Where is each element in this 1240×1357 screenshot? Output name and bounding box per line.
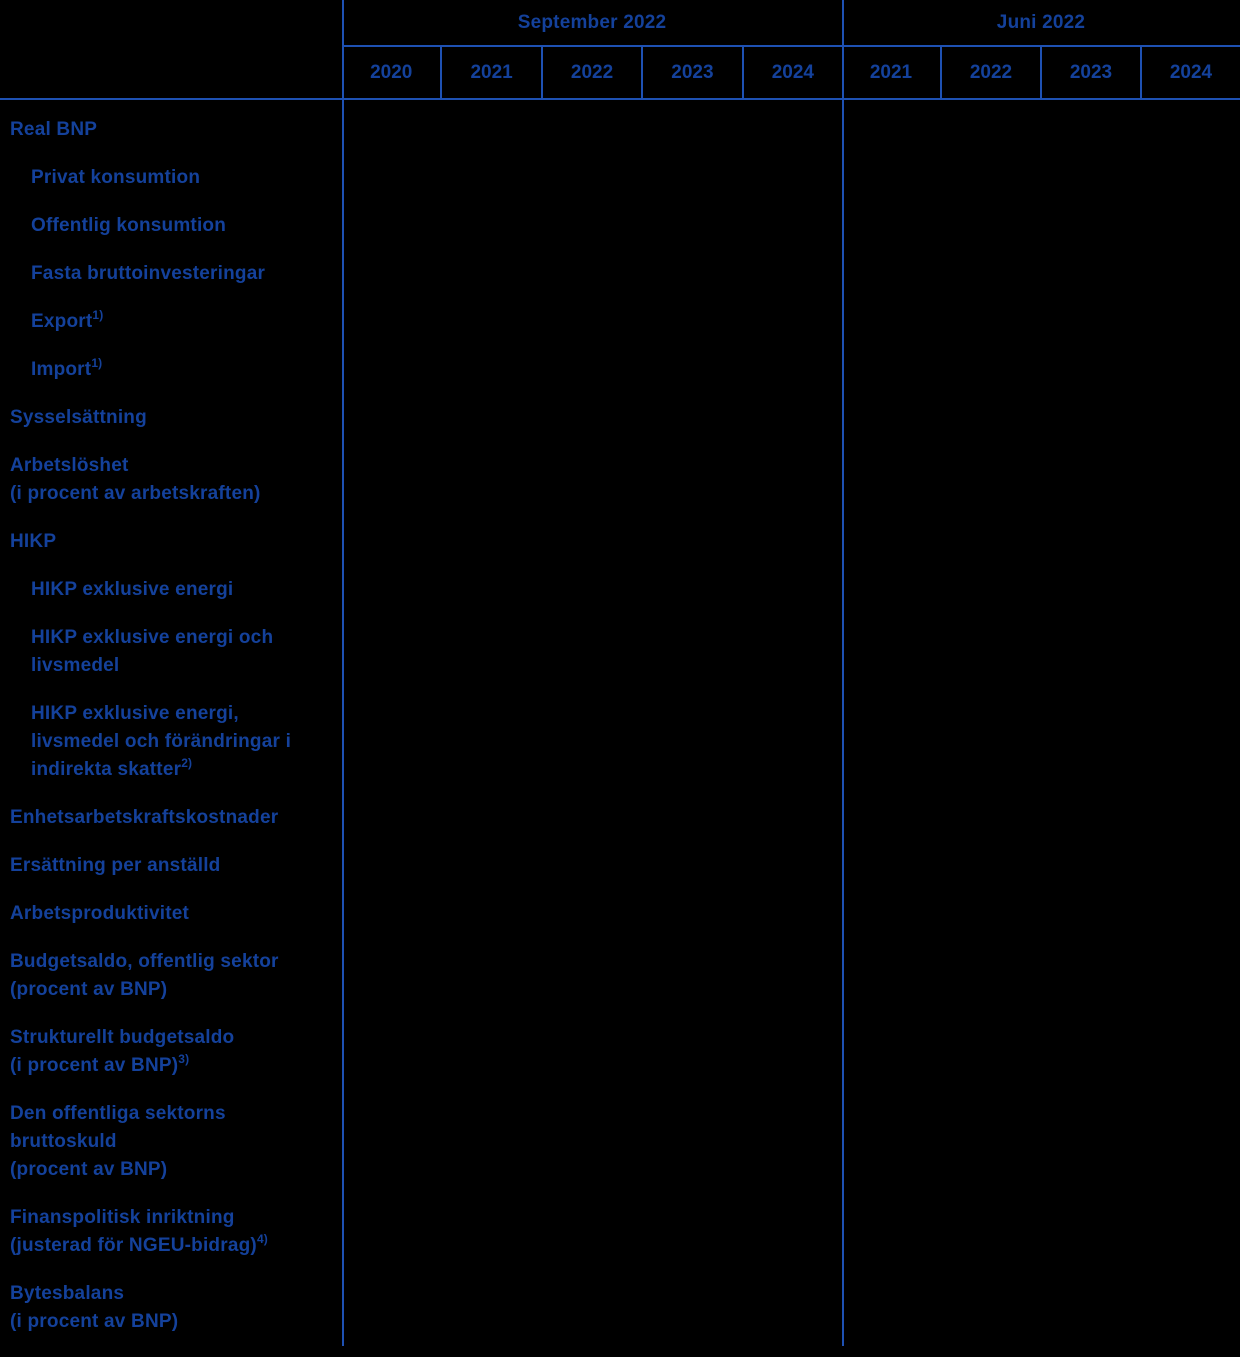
row-label-line (31, 356, 336, 384)
year-header: 2023 (1040, 47, 1140, 98)
row-label-text: Fasta bruttoinvesteringar (31, 263, 266, 284)
row-label-line (10, 1100, 336, 1128)
row-label-line (31, 308, 336, 336)
row-label-text: livsmedel och förändringar i (31, 731, 292, 752)
row-label-line (10, 1156, 336, 1184)
row-label-line (10, 804, 336, 832)
row-label (10, 700, 336, 784)
year-header: 2021 (440, 47, 540, 98)
row-label-line (10, 116, 336, 144)
row-label (10, 116, 336, 144)
row-label (10, 576, 336, 604)
row-label-line (10, 852, 336, 880)
row-label-line (10, 528, 336, 556)
row-label-line (31, 624, 336, 652)
row-label (10, 452, 336, 508)
year-header: 2023 (641, 47, 741, 98)
row-label (10, 1100, 336, 1184)
year-header-row-juni (842, 47, 1240, 98)
footnote-marker: 2) (181, 755, 193, 770)
row-label-text: Arbetslöshet (10, 455, 129, 476)
table-body-empty-cells (344, 100, 1240, 1346)
header-section-september (342, 0, 842, 98)
row-label-line (31, 700, 336, 728)
row-label (10, 1024, 336, 1080)
row-label-text: Budgetsaldo, offentlig sektor (10, 951, 279, 972)
row-label-text: Offentlig konsumtion (31, 215, 227, 236)
row-label-text: Export (31, 311, 93, 332)
row-label-line (10, 1280, 336, 1308)
row-label-line (31, 164, 336, 192)
row-label-line (10, 948, 336, 976)
row-labels (0, 100, 342, 1356)
row-label (10, 900, 336, 928)
row-label-line (31, 652, 336, 680)
row-label-line (10, 900, 336, 928)
row-label-text: Arbetsproduktivitet (10, 903, 190, 924)
row-label (10, 804, 336, 832)
row-label (10, 624, 336, 680)
row-label-line (10, 976, 336, 1004)
row-label (10, 1204, 336, 1260)
row-label (10, 852, 336, 880)
row-label-text: Import (31, 359, 92, 380)
row-label-text: Bytesbalans (10, 1283, 125, 1304)
year-header: 2024 (1140, 47, 1240, 98)
row-label-text: Privat konsumtion (31, 167, 201, 188)
row-label (10, 356, 336, 384)
row-label-text: HIKP exklusive energi och (31, 627, 274, 648)
label-column-divider (342, 0, 344, 1346)
row-label-text: HIKP exklusive energi, (31, 703, 239, 724)
row-label-line (10, 404, 336, 432)
row-label-line (10, 452, 336, 480)
row-label-line (10, 480, 336, 508)
row-label (10, 1280, 336, 1336)
row-label-line (10, 1308, 336, 1336)
row-label-text: (justerad för NGEU-bidrag) (10, 1235, 257, 1256)
row-label (10, 164, 336, 192)
section-title-juni: Juni 2022 (842, 0, 1240, 47)
footnote-marker: 1) (92, 307, 104, 322)
footnote-marker: 3) (178, 1051, 190, 1066)
row-label-text: Den offentliga sektorns (10, 1103, 226, 1124)
row-label-text: indirekta skatter (31, 759, 182, 780)
year-header: 2022 (940, 47, 1040, 98)
row-label-text: bruttoskuld (10, 1131, 117, 1152)
row-label-text: HIKP (10, 531, 57, 552)
row-label-text: Finanspolitisk inriktning (10, 1207, 235, 1228)
row-label-text: (procent av BNP) (10, 1159, 168, 1180)
row-label (10, 212, 336, 240)
row-label-text: HIKP exklusive energi (31, 579, 234, 600)
row-label-text: Sysselsättning (10, 407, 147, 428)
row-label-line (10, 1052, 336, 1080)
row-label-text: (procent av BNP) (10, 979, 168, 1000)
row-label-text: livsmedel (31, 655, 120, 676)
row-label-line (31, 756, 336, 784)
row-label (10, 308, 336, 336)
row-label-text: Real BNP (10, 119, 98, 140)
row-label (10, 528, 336, 556)
row-label (10, 948, 336, 1004)
row-label-text: Ersättning per anställd (10, 855, 221, 876)
row-label-text: Strukturellt budgetsaldo (10, 1027, 235, 1048)
row-label-text: (i procent av BNP) (10, 1311, 179, 1332)
row-label-line (10, 1232, 336, 1260)
row-label-line (31, 260, 336, 288)
footnote-marker: 1) (91, 355, 103, 370)
section-divider (842, 0, 844, 1346)
year-header: 2021 (869, 61, 913, 83)
row-label-line (10, 1128, 336, 1156)
row-label-text: (i procent av BNP) (10, 1055, 179, 1076)
row-label-line (31, 728, 336, 756)
row-label-line (31, 212, 336, 240)
header-section-juni (842, 0, 1240, 98)
row-label-text: Enhetsarbetskraftskostnader (10, 807, 279, 828)
row-label (10, 404, 336, 432)
year-header: 2022 (541, 47, 641, 98)
row-label-line (31, 576, 336, 604)
row-label-text: (i procent av arbetskraften) (10, 483, 261, 504)
row-label (10, 260, 336, 288)
section-title-september: September 2022 (342, 0, 842, 47)
year-header: 2024 (742, 47, 842, 98)
footnote-marker: 4) (256, 1231, 269, 1246)
row-label-line (10, 1024, 336, 1052)
year-header: 2020 (370, 61, 413, 83)
row-label-line (10, 1204, 336, 1232)
year-header-row-september (342, 47, 842, 98)
